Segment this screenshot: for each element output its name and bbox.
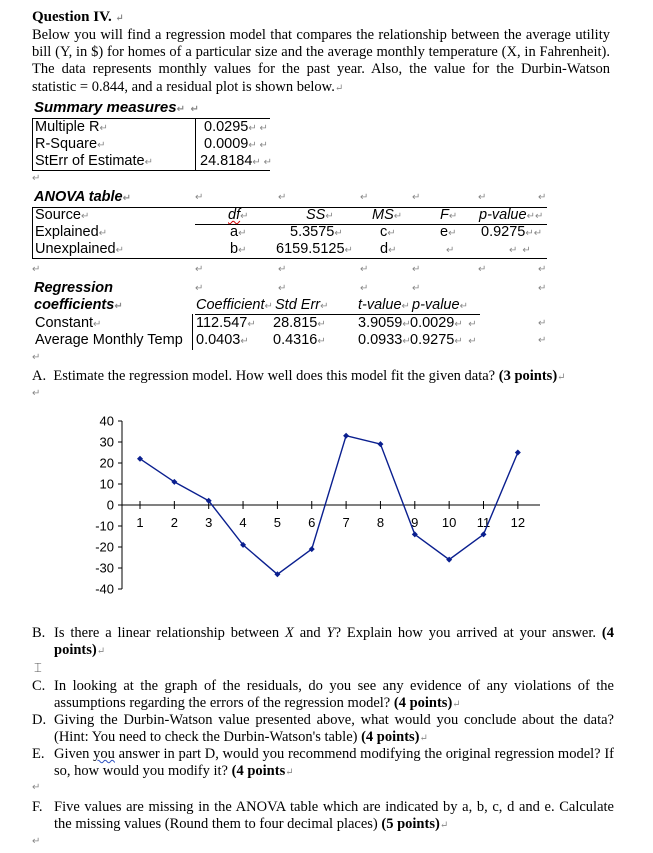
x-tick-label: 5: [273, 515, 282, 530]
x-tick-label: 9: [411, 515, 419, 530]
para-mark: ↵: [195, 283, 204, 294]
x-tick-label: 2: [170, 515, 178, 530]
para-mark: ↵: [412, 283, 421, 294]
coef-header-stderr: Std Err↵: [275, 297, 329, 313]
part-f-letter: F.: [32, 799, 43, 815]
y-tick-label: 20: [99, 455, 114, 471]
anova-row-explained-p: 0.9275↵↵: [481, 224, 543, 240]
para-mark: ↵: [32, 264, 41, 275]
part-a: A. Estimate the regression model. How well does this model fit the given data? (3 points)↵: [32, 368, 566, 384]
text-cursor: ⌶: [34, 660, 42, 675]
para-mark: ↵: [32, 173, 41, 184]
coef-header-pvalue: p-value↵: [412, 297, 468, 313]
y-tick-label: 40: [99, 413, 114, 429]
para-mark: ↵: [538, 192, 547, 203]
para-mark: ↵: [195, 192, 204, 203]
para-mark: ↵: [32, 782, 41, 793]
x-tick-label: 8: [376, 515, 385, 530]
summary-value-2: 24.8184↵ ↵: [200, 153, 272, 169]
anova-row-explained-ms: c↵: [380, 224, 396, 240]
coef-row-temp-coef: 0.0403↵: [196, 332, 249, 348]
para-mark: ↵: [478, 192, 487, 203]
y-tick-label: -10: [95, 518, 114, 534]
anova-row-unexplained-ms: d↵: [380, 241, 397, 257]
summary-label-2: StErr of Estimate↵: [35, 153, 153, 169]
residual-point: [377, 441, 383, 447]
part-b-letter: B.: [32, 625, 46, 641]
para-mark: ↵: [412, 192, 421, 203]
para-mark: ↵: [538, 283, 547, 294]
part-b: Is there a linear relationship between X and Y? Explain how you arrived at your answer. (4 points)↵: [54, 625, 614, 658]
anova-header-ms: MS↵: [372, 207, 403, 223]
x-tick-label: 3: [205, 515, 213, 530]
para-mark: ↵: [278, 264, 287, 275]
part-d-letter: D.: [32, 712, 47, 728]
intro-paragraph: Below you will find a regression model that compares the relationship between the average utility bill (Y, in $) for homes of a particular size and the average monthly temperature (X, in Fahrenheit). The data represents monthly values for the past year. Also, the value for the Durbin-Watson statistic = 0.844, and a residual plot is shown below.↵: [32, 27, 610, 95]
anova-header-ss: SS↵: [306, 207, 334, 223]
anova-header-p: p-value↵↵: [479, 207, 544, 223]
para-mark: ↵: [538, 264, 547, 275]
part-c-letter: C.: [32, 678, 46, 694]
residual-point: [343, 433, 349, 439]
y-tick-label: 10: [99, 476, 114, 492]
para-mark: ↵: [32, 836, 41, 847]
summary-value-1: 0.0009↵ ↵: [204, 136, 268, 152]
summary-value-0: 0.0295↵ ↵: [204, 119, 268, 135]
anova-header-source: Source↵: [35, 207, 90, 223]
y-tick-label: -20: [95, 539, 114, 555]
residual-point: [515, 450, 521, 456]
y-tick-label: 30: [99, 434, 114, 450]
para-mark: ↵: [360, 264, 369, 275]
coef-header-coefficient: Coefficient↵: [196, 297, 273, 313]
x-tick-label: 4: [239, 515, 247, 530]
para-mark: ↵: [32, 352, 41, 363]
summary-label-1: R-Square↵: [35, 136, 106, 152]
coef-row-constant-t: 3.9059↵: [358, 315, 411, 331]
x-tick-label: 6: [308, 515, 316, 530]
para-mark: ↵: [278, 192, 287, 203]
question-title: Question IV. ↵: [32, 9, 124, 25]
para-mark: ↵: [478, 264, 487, 275]
x-tick-label: 7: [342, 515, 350, 530]
coef-row-temp-t: 0.0933↵: [358, 332, 411, 348]
coef-row-constant-label: Constant↵: [35, 315, 102, 331]
part-e: Given you answer in part D, would you recommend modifying the original regression model? If so, how would you modify it? (4 points↵: [54, 746, 614, 779]
anova-heading: ANOVA table↵: [34, 189, 132, 205]
anova-row-explained-df: a↵: [230, 224, 247, 240]
coef-row-constant-coef: 112.547↵: [196, 315, 256, 331]
summary-label-0: Multiple R↵: [35, 119, 108, 135]
para-mark: ↵: [32, 388, 41, 399]
part-d: Giving the Durbin-Watson value presented above, what would you conclude about the data? (Hint: You need to check the Durbin-Watson's table) (4 points)↵: [54, 712, 614, 745]
coef-row-temp-se: 0.4316↵: [273, 332, 326, 348]
coef-row-temp-label: Average Monthly Temp: [35, 332, 183, 348]
x-tick-label: 10: [441, 515, 457, 530]
para-mark: ↵: [538, 335, 547, 346]
y-tick-label: -40: [95, 581, 114, 597]
para-mark: ↵: [360, 192, 369, 203]
part-f: Five values are missing in the ANOVA table which are indicated by a, b, c, d and e. Calculate the missing values (Round them to four decimal places) (5 points)↵: [54, 799, 614, 832]
coef-row-temp-p: 0.9275↵ ↵: [410, 332, 477, 348]
para-mark: ↵: [538, 318, 547, 329]
part-c: In looking at the graph of the residuals, do you see any evidence of any violations of the assumptions regarding the errors of the regression model? (4 points)↵: [54, 678, 614, 711]
x-tick-label: 1: [136, 515, 144, 530]
para-mark: ↵: [278, 283, 287, 294]
anova-row-unexplained-df: b↵: [230, 241, 247, 257]
para-mark: ↵: [195, 264, 204, 275]
anova-row-explained-label: Explained↵: [35, 224, 108, 240]
y-tick-label: -30: [95, 560, 114, 576]
para-mark: ↵: [412, 264, 421, 275]
anova-header-f: F↵: [440, 207, 458, 223]
anova-row-explained-ss: 5.3575↵: [290, 224, 343, 240]
coef-header-tvalue: t-value↵: [358, 297, 410, 313]
anova-row-unexplained-ss: 6159.5125↵: [276, 241, 353, 257]
part-e-letter: E.: [32, 746, 45, 762]
x-tick-label: 12: [510, 515, 526, 530]
summary-heading: Summary measures↵ ↵: [34, 99, 199, 116]
para-mark: ↵: [360, 283, 369, 294]
coef-row-constant-se: 28.815↵: [273, 315, 326, 331]
anova-row-unexplained-label: Unexplained↵: [35, 241, 125, 257]
coef-heading-line1: Regression: [34, 280, 113, 296]
coef-heading-line2: coefficients↵: [34, 297, 123, 313]
coef-row-constant-p: 0.0029↵ ↵: [410, 315, 477, 331]
y-tick-label: 0: [106, 497, 114, 513]
para-mark: ↵: [446, 245, 455, 256]
anova-row-explained-f: e↵: [440, 224, 457, 240]
x-tick-label: 11: [476, 515, 491, 530]
para-mark: ↵ ↵: [509, 245, 531, 256]
anova-header-df: df↵: [228, 207, 249, 223]
